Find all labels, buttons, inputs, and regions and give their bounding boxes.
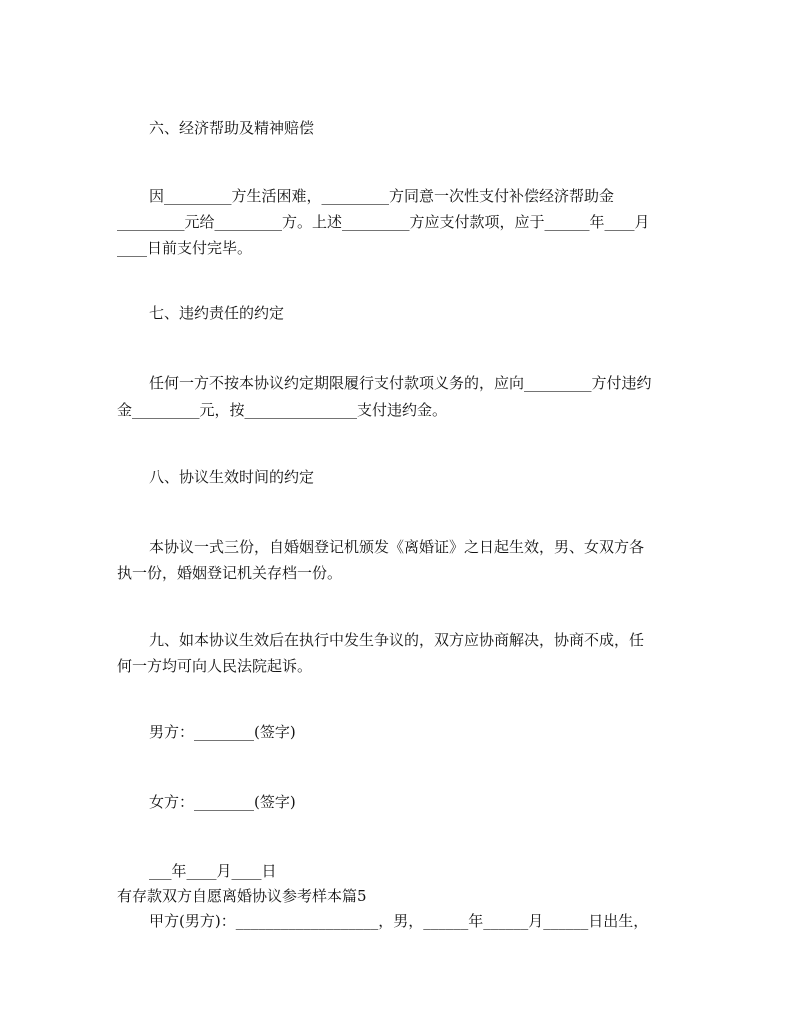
section-6-text-line-3: ____日前支付完毕。 xyxy=(117,239,253,257)
section-7-text-line-1: 任何一方不按本协议约定期限履行支付款项义务的，应向_________方付违约 xyxy=(149,374,652,392)
female-signature-line: 女方：________(签字) xyxy=(149,793,296,811)
signature-date-line: ___年____月____日 xyxy=(149,862,277,880)
section-6-text-line-2: _________元给_________方。上述_________方应支付款项，应于______年____月 xyxy=(117,213,650,231)
section-9-text-line-2: 何一方均可向人民法院起诉。 xyxy=(117,657,313,675)
section-8-text-line-2: 执一份，婚姻登记机关存档一份。 xyxy=(117,564,343,582)
section-7-heading: 七、违约责任的约定 xyxy=(149,304,285,322)
section-8-heading: 八、协议生效时间的约定 xyxy=(149,468,315,486)
male-signature-line: 男方：________(签字) xyxy=(149,723,296,741)
party-a-line: 甲方(男方)：___________________，男，______年______月______日出生， xyxy=(149,912,649,930)
section-8-text-line-1: 本协议一式三份，自婚姻登记机颁发《离婚证》之日起生效，男、女双方各 xyxy=(149,538,645,556)
section-9-text-line-1: 九、如本协议生效后在执行中发生争议的，双方应协商解决，协商不成，任 xyxy=(149,631,645,649)
next-section-title: 有存款双方自愿离婚协议参考样本篇5 xyxy=(117,887,367,905)
section-6-text-line-1: 因_________方生活困难，_________方同意一次性支付补偿经济帮助金 xyxy=(149,187,615,205)
section-7-text-line-2: 金_________元，按_______________支付违约金。 xyxy=(117,401,448,419)
section-6-heading: 六、经济帮助及精神赔偿 xyxy=(149,119,315,137)
